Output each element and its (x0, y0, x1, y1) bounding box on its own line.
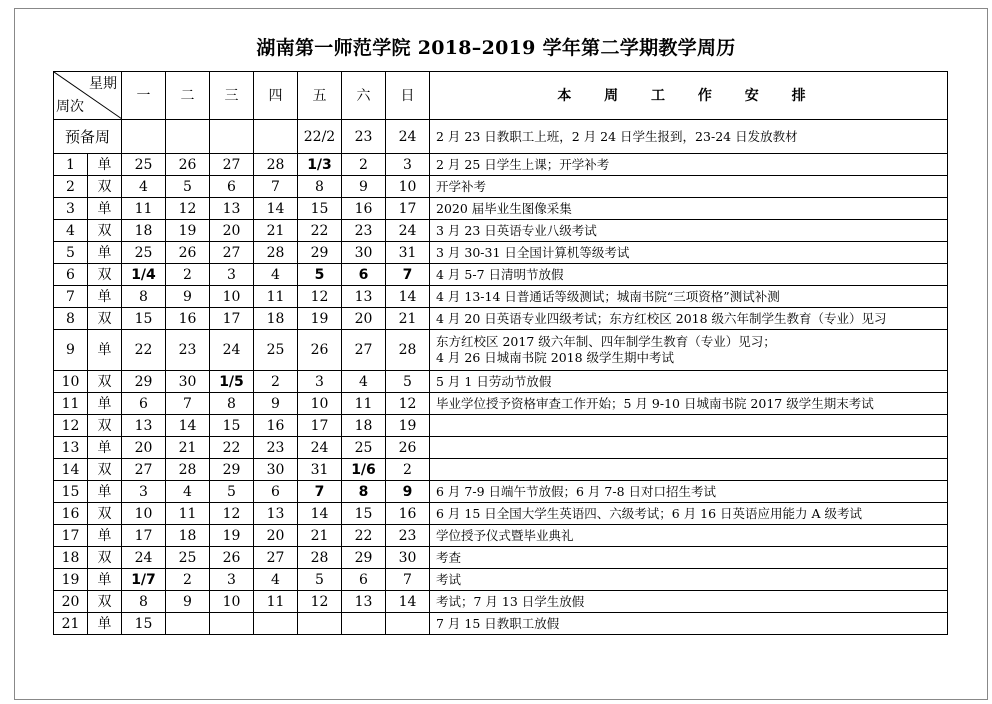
day-cell: 4 (166, 481, 210, 503)
week-parity: 双 (88, 308, 122, 330)
header-day: 五 (298, 72, 342, 120)
prep-day (210, 120, 254, 154)
day-cell: 12 (166, 198, 210, 220)
day-cell: 15 (210, 415, 254, 437)
day-cell: 13 (254, 503, 298, 525)
day-cell: 23 (386, 525, 430, 547)
day-cell: 19 (166, 220, 210, 242)
day-cell: 27 (122, 459, 166, 481)
day-cell: 5 (166, 176, 210, 198)
week-number: 12 (54, 415, 88, 437)
day-cell: 22 (122, 330, 166, 371)
day-cell: 20 (254, 525, 298, 547)
week-row (54, 503, 948, 525)
header-arrangement (430, 72, 948, 120)
arrangement-heading: 本 周 工 作 安 排 (557, 87, 820, 104)
day-cell: 29 (342, 547, 386, 569)
day-cell: 14 (254, 198, 298, 220)
day-cell: 6 (122, 393, 166, 415)
week-row (54, 591, 948, 613)
day-cell: 8 (298, 176, 342, 198)
day-cell (298, 613, 342, 635)
prep-arrangement: 2 月 23 日教职工上班，2 月 24 日学生报到，23-24 日发放教材 (430, 120, 948, 154)
day-cell (386, 613, 430, 635)
week-number: 19 (54, 569, 88, 591)
day-cell: 8 (210, 393, 254, 415)
week-number: 6 (54, 264, 88, 286)
week-number: 17 (54, 525, 88, 547)
header-row (54, 72, 948, 120)
day-cell: 12 (298, 286, 342, 308)
day-cell: 25 (254, 330, 298, 371)
day-cell: 11 (254, 591, 298, 613)
day-cell: 15 (342, 503, 386, 525)
week-number: 8 (54, 308, 88, 330)
week-row (54, 371, 948, 393)
week-row (54, 481, 948, 503)
week-number: 14 (54, 459, 88, 481)
day-cell: 2 (342, 154, 386, 176)
week-number: 1 (54, 154, 88, 176)
week-row (54, 286, 948, 308)
week-arrangement: 3 月 23 日英语专业八级考试 (430, 220, 948, 242)
day-cell: 5 (386, 371, 430, 393)
day-cell: 26 (166, 154, 210, 176)
day-cell: 20 (210, 220, 254, 242)
week-row (54, 308, 948, 330)
day-cell: 19 (298, 308, 342, 330)
week-arrangement (430, 330, 948, 371)
day-cell: 3 (298, 371, 342, 393)
week-parity: 单 (88, 242, 122, 264)
day-cell: 4 (342, 371, 386, 393)
week-arrangement: 4 月 5-7 日清明节放假 (430, 264, 948, 286)
day-cell: 15 (122, 308, 166, 330)
day-cell: 14 (298, 503, 342, 525)
day-cell: 24 (122, 547, 166, 569)
day-cell: 21 (254, 220, 298, 242)
day-cell: 20 (342, 308, 386, 330)
day-cell: 4 (122, 176, 166, 198)
day-cell: 5 (298, 264, 342, 286)
week-parity: 单 (88, 481, 122, 503)
week-arrangement: 3 月 30-31 日全国计算机等级考试 (430, 242, 948, 264)
day-cell: 26 (386, 437, 430, 459)
week-arrangement (430, 437, 948, 459)
day-cell: 28 (254, 242, 298, 264)
day-cell: 4 (254, 569, 298, 591)
prep-label: 预备周 (54, 120, 122, 154)
week-number: 20 (54, 591, 88, 613)
week-arrangement: 考试 (430, 569, 948, 591)
day-cell: 10 (298, 393, 342, 415)
day-cell: 28 (386, 330, 430, 371)
week-arrangement: 6 月 15 日全国大学生英语四、六级考试；6 月 16 日英语应用能力 A 级考试 (430, 503, 948, 525)
week-number: 2 (54, 176, 88, 198)
day-cell: 6 (342, 264, 386, 286)
day-cell: 3 (210, 569, 254, 591)
day-cell: 16 (254, 415, 298, 437)
week-row (54, 220, 948, 242)
day-cell: 9 (166, 286, 210, 308)
day-cell: 31 (386, 242, 430, 264)
arrangement-line: 4 月 26 日城南书院 2018 级学生期中考试 (436, 350, 675, 365)
week-arrangement: 4 月 20 日英语专业四级考试；东方红校区 2018 级六年制学生教育（专业）见习 (430, 308, 948, 330)
day-cell: 28 (298, 547, 342, 569)
week-number: 21 (54, 613, 88, 635)
day-cell: 6 (254, 481, 298, 503)
corner-weekday-label: 星期 (89, 76, 117, 92)
day-cell: 25 (166, 547, 210, 569)
day-cell: 29 (210, 459, 254, 481)
week-arrangement: 7 月 15 日教职工放假 (430, 613, 948, 635)
day-cell: 12 (386, 393, 430, 415)
day-cell: 30 (166, 371, 210, 393)
week-row (54, 525, 948, 547)
prep-row (54, 120, 948, 154)
day-cell: 27 (210, 154, 254, 176)
day-cell: 22 (342, 525, 386, 547)
header-day: 六 (342, 72, 386, 120)
day-cell: 30 (254, 459, 298, 481)
day-cell: 13 (342, 591, 386, 613)
day-cell: 26 (298, 330, 342, 371)
day-cell: 9 (254, 393, 298, 415)
day-cell: 17 (298, 415, 342, 437)
week-arrangement: 考查 (430, 547, 948, 569)
week-parity: 单 (88, 393, 122, 415)
week-number: 16 (54, 503, 88, 525)
week-number: 9 (54, 330, 88, 371)
day-cell: 11 (342, 393, 386, 415)
day-cell: 11 (166, 503, 210, 525)
day-cell: 18 (166, 525, 210, 547)
day-cell: 16 (166, 308, 210, 330)
day-cell: 5 (210, 481, 254, 503)
week-parity: 双 (88, 220, 122, 242)
week-parity: 双 (88, 459, 122, 481)
day-cell: 7 (254, 176, 298, 198)
week-parity: 双 (88, 503, 122, 525)
day-cell: 3 (386, 154, 430, 176)
week-number: 10 (54, 371, 88, 393)
day-cell: 3 (210, 264, 254, 286)
week-number: 18 (54, 547, 88, 569)
week-parity: 单 (88, 330, 122, 371)
week-row (54, 330, 948, 371)
header-corner (54, 72, 122, 120)
day-cell: 21 (386, 308, 430, 330)
week-arrangement: 2020 届毕业生图像采集 (430, 198, 948, 220)
day-cell: 16 (342, 198, 386, 220)
corner-week-label: 周次 (56, 99, 84, 115)
day-cell: 7 (386, 569, 430, 591)
day-cell: 9 (386, 481, 430, 503)
header-day: 二 (166, 72, 210, 120)
day-cell (210, 613, 254, 635)
week-row (54, 154, 948, 176)
day-cell: 10 (210, 286, 254, 308)
day-cell: 6 (210, 176, 254, 198)
day-cell: 7 (166, 393, 210, 415)
day-cell (166, 613, 210, 635)
header-day: 日 (386, 72, 430, 120)
day-cell: 14 (386, 591, 430, 613)
week-number: 13 (54, 437, 88, 459)
prep-day (254, 120, 298, 154)
day-cell: 29 (298, 242, 342, 264)
day-cell: 11 (122, 198, 166, 220)
day-cell: 2 (386, 459, 430, 481)
week-arrangement: 考试；7 月 13 日学生放假 (430, 591, 948, 613)
day-cell: 8 (342, 481, 386, 503)
week-arrangement: 毕业学位授予资格审查工作开始；5 月 9-10 日城南书院 2017 级学生期末考试 (430, 393, 948, 415)
day-cell: 22 (210, 437, 254, 459)
week-parity: 双 (88, 547, 122, 569)
day-cell: 1/3 (298, 154, 342, 176)
day-cell: 25 (122, 242, 166, 264)
day-cell (342, 613, 386, 635)
day-cell: 7 (298, 481, 342, 503)
day-cell: 20 (122, 437, 166, 459)
week-row (54, 415, 948, 437)
header-day: 四 (254, 72, 298, 120)
day-cell: 13 (122, 415, 166, 437)
day-cell: 7 (386, 264, 430, 286)
day-cell: 14 (166, 415, 210, 437)
week-arrangement: 4 月 13-14 日普通话等级测试；城南书院“三项资格”测试补测 (430, 286, 948, 308)
week-row (54, 264, 948, 286)
day-cell: 2 (254, 371, 298, 393)
prep-day (166, 120, 210, 154)
day-cell: 18 (122, 220, 166, 242)
day-cell: 4 (254, 264, 298, 286)
calendar-table (53, 71, 948, 635)
day-cell: 23 (342, 220, 386, 242)
day-cell: 26 (210, 547, 254, 569)
day-cell: 24 (298, 437, 342, 459)
day-cell: 14 (386, 286, 430, 308)
week-row (54, 613, 948, 635)
week-row (54, 198, 948, 220)
week-arrangement: 学位授予仪式暨毕业典礼 (430, 525, 948, 547)
day-cell: 12 (210, 503, 254, 525)
day-cell: 21 (166, 437, 210, 459)
week-arrangement: 5 月 1 日劳动节放假 (430, 371, 948, 393)
day-cell: 16 (386, 503, 430, 525)
week-row (54, 393, 948, 415)
prep-day: 22/2 (298, 120, 342, 154)
week-parity: 单 (88, 613, 122, 635)
page-title: 湖南第一师范学院 2018–2019 学年第二学期教学周历 (256, 37, 736, 59)
arrangement-line: 东方红校区 2017 级六年制、四年制学生教育（专业）见习； (436, 334, 776, 349)
week-row (54, 242, 948, 264)
day-cell: 21 (298, 525, 342, 547)
week-row (54, 569, 948, 591)
week-row (54, 176, 948, 198)
day-cell: 15 (298, 198, 342, 220)
week-parity: 单 (88, 569, 122, 591)
week-number: 7 (54, 286, 88, 308)
day-cell: 27 (342, 330, 386, 371)
week-number: 5 (54, 242, 88, 264)
day-cell: 5 (298, 569, 342, 591)
day-cell: 9 (166, 591, 210, 613)
week-parity: 单 (88, 286, 122, 308)
day-cell (254, 613, 298, 635)
week-row (54, 459, 948, 481)
day-cell: 8 (122, 591, 166, 613)
day-cell: 8 (122, 286, 166, 308)
day-cell: 9 (342, 176, 386, 198)
day-cell: 17 (210, 308, 254, 330)
week-parity: 双 (88, 371, 122, 393)
day-cell: 17 (386, 198, 430, 220)
day-cell: 3 (122, 481, 166, 503)
week-arrangement (430, 415, 948, 437)
day-cell: 17 (122, 525, 166, 547)
day-cell: 1/4 (122, 264, 166, 286)
week-arrangement (430, 459, 948, 481)
week-row (54, 547, 948, 569)
week-number: 11 (54, 393, 88, 415)
week-parity: 双 (88, 415, 122, 437)
day-cell: 2 (166, 569, 210, 591)
week-parity: 双 (88, 176, 122, 198)
week-parity: 单 (88, 437, 122, 459)
day-cell: 18 (254, 308, 298, 330)
day-cell: 24 (210, 330, 254, 371)
day-cell: 25 (122, 154, 166, 176)
day-cell: 26 (166, 242, 210, 264)
week-arrangement: 2 月 25 日学生上课；开学补考 (430, 154, 948, 176)
prep-day (122, 120, 166, 154)
day-cell: 23 (166, 330, 210, 371)
week-parity: 单 (88, 154, 122, 176)
day-cell: 10 (386, 176, 430, 198)
day-cell: 2 (166, 264, 210, 286)
day-cell: 28 (254, 154, 298, 176)
day-cell: 1/7 (122, 569, 166, 591)
prep-day: 24 (386, 120, 430, 154)
header-day: 三 (210, 72, 254, 120)
week-arrangement: 开学补考 (430, 176, 948, 198)
day-cell: 25 (342, 437, 386, 459)
day-cell: 28 (166, 459, 210, 481)
day-cell: 27 (210, 242, 254, 264)
day-cell: 10 (210, 591, 254, 613)
day-cell: 18 (342, 415, 386, 437)
prep-day: 23 (342, 120, 386, 154)
day-cell: 10 (122, 503, 166, 525)
day-cell: 29 (122, 371, 166, 393)
day-cell: 19 (210, 525, 254, 547)
week-parity: 双 (88, 591, 122, 613)
week-parity: 双 (88, 264, 122, 286)
day-cell: 24 (386, 220, 430, 242)
week-row (54, 437, 948, 459)
week-number: 15 (54, 481, 88, 503)
day-cell: 15 (122, 613, 166, 635)
header-day: 一 (122, 72, 166, 120)
day-cell: 11 (254, 286, 298, 308)
day-cell: 1/6 (342, 459, 386, 481)
day-cell: 13 (342, 286, 386, 308)
week-parity: 单 (88, 525, 122, 547)
day-cell: 12 (298, 591, 342, 613)
day-cell: 13 (210, 198, 254, 220)
day-cell: 6 (342, 569, 386, 591)
day-cell: 30 (386, 547, 430, 569)
week-arrangement: 6 月 7-9 日端午节放假；6 月 7-8 日对口招生考试 (430, 481, 948, 503)
day-cell: 30 (342, 242, 386, 264)
day-cell: 1/5 (210, 371, 254, 393)
day-cell: 27 (254, 547, 298, 569)
day-cell: 23 (254, 437, 298, 459)
week-number: 4 (54, 220, 88, 242)
day-cell: 22 (298, 220, 342, 242)
day-cell: 31 (298, 459, 342, 481)
week-number: 3 (54, 198, 88, 220)
day-cell: 19 (386, 415, 430, 437)
week-parity: 单 (88, 198, 122, 220)
